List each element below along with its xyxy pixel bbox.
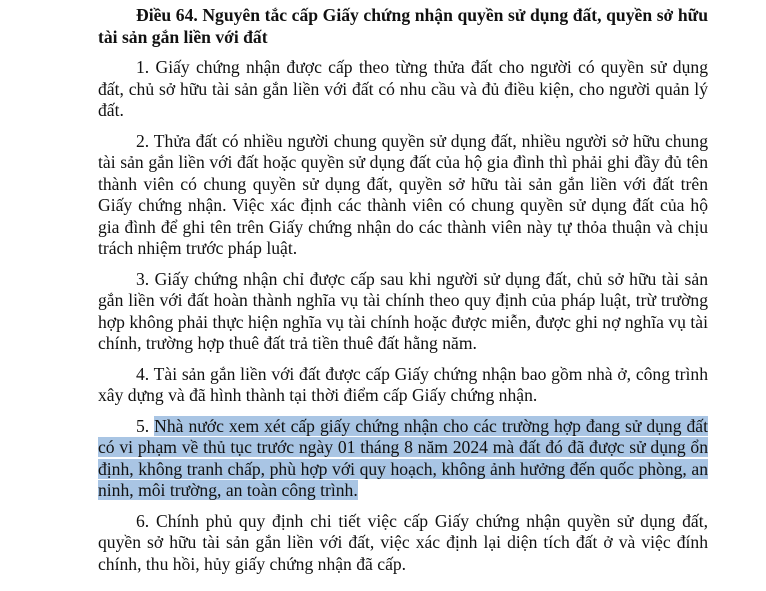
clause-text[interactable]: Giấy chứng nhận được cấp theo từng thửa đất cho người có quyền sử dụng đất, chủ sở hữu tài sản gắn liền với đất có nhu cầu và đủ điều kiện, cho người quản lý đất. (98, 57, 708, 120)
clause-3[interactable] (98, 269, 708, 355)
clause-text[interactable]: Tài sản gắn liền với đất được cấp Giấy chứng nhận bao gồm nhà ở, công trình xây dựng và đã hình thành tại thời điểm cấp Giấy chứng nhận. (98, 363, 708, 405)
clause-text[interactable]: Giấy chứng nhận chỉ được cấp sau khi người sử dụng đất, chủ sở hữu tài sản gắn liền với đất hoàn thành nghĩa vụ tài chính theo quy định của pháp luật, trừ trường hợp không phải thực hiện nghĩa vụ tài chính hoặc được miễn, được ghi nợ nghĩa vụ tài chính, trường hợp thuê đất trả tiền thuê đất hằng năm. (98, 268, 708, 353)
clause-1[interactable] (98, 57, 708, 122)
clause-number: 2. (136, 130, 150, 151)
highlighted-selection-text[interactable]: Nhà nước xem xét cấp giấy chứng nhận cho các trường hợp đang sử dụng đất có vi phạm về thủ tục trước ngày 01 tháng 8 năm 2024 mà đất đó đã được sử dụng ổn định, không tranh chấp, phù hợp với quy hoạch, không ảnh hưởng đến quốc phòng, an ninh, môi trường, an toàn công trình. (98, 415, 708, 500)
clause-text[interactable]: Chính phủ quy định chi tiết việc cấp Giấy chứng nhận quyền sử dụng đất, quyền sở hữu tài sản gắn liền với đất, việc xác định lại diện tích đất ở và việc đính chính, thu hồi, hủy giấy chứng nhận đã cấp. (98, 510, 708, 574)
clause-number: 1. (136, 57, 150, 77)
clause-5[interactable] (98, 416, 708, 502)
clause-number: 4. (136, 363, 150, 384)
clause-text[interactable]: Thửa đất có nhiều người chung quyền sử dụng đất, nhiều người sở hữu chung tài sản gắn liền với đất hoặc quyền sử dụng đất của hộ gia đình thì phải ghi đầy đủ tên thành viên có chung quyền sử dụng đất, quyền sở hữu tài sản gắn liền với đất trên Giấy chứng nhận. Việc xác định các thành viên có chung quyền sử dụng đất của hộ gia đình để ghi tên trên Giấy chứng nhận do các thành viên này tự thỏa thuận và chịu trách nhiệm trước pháp luật. (98, 130, 708, 258)
clause-2[interactable] (98, 131, 708, 260)
clause-6[interactable] (98, 511, 708, 576)
clause-4[interactable] (98, 364, 708, 407)
clause-number: 6. (136, 510, 150, 531)
clause-number: 5. (136, 415, 150, 436)
clause-number: 3. (136, 268, 150, 289)
article-title[interactable]: Điều 64. Nguyên tắc cấp Giấy chứng nhận quyền sử dụng đất, quyền sở hữu tài sản gắn liền với đất (98, 5, 708, 47)
